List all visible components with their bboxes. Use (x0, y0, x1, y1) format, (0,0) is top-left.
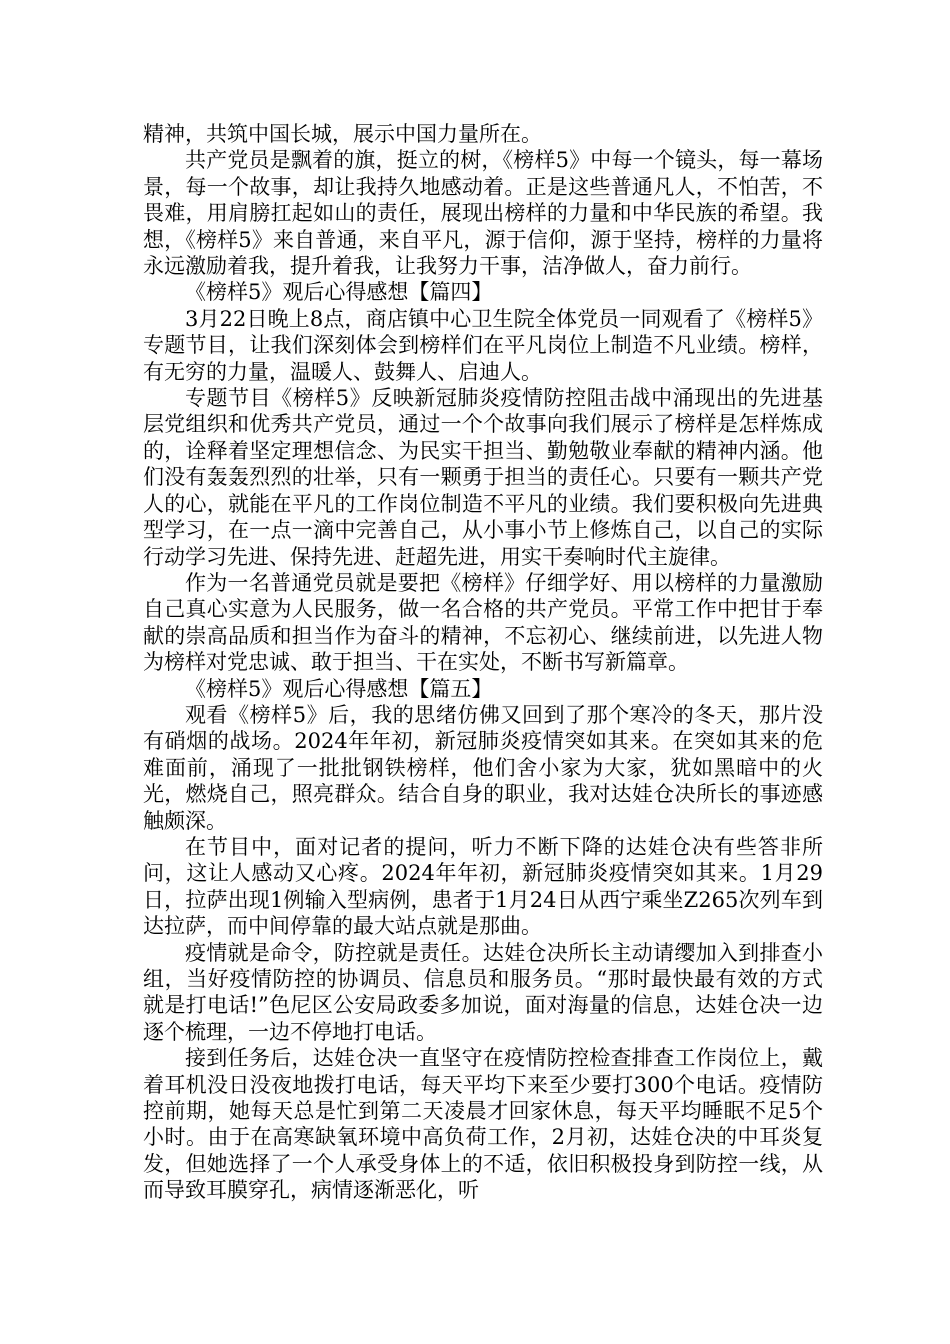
paragraph: 共产党员是飘着的旗，挺立的树，《榜样5》中每一个镜头，每一幕场景，每一个故事，却让我持久地感动着。正是这些普通凡人，不怕苦，不畏难，用肩膀扛起如山的责任，展现出榜样的力量和中华民族的希望。我想，《榜样5》来自普通，来自平凡，源于信仰，源于坚持，榜样的力量将永远激励着我，提升着我，让我努力干事，洁净做人，奋力前行。 (143, 148, 823, 279)
paragraph: 3月22日晚上8点，商店镇中心卫生院全体党员一同观看了《榜样5》专题节目，让我们深刻体会到榜样们在平凡岗位上制造不凡业绩。榜样，有无穷的力量，温暖人、鼓舞人、启迪人。 (143, 306, 823, 384)
paragraph: 专题节目《榜样5》反映新冠肺炎疫情防控阻击战中涌现出的先进基层党组织和优秀共产党员，通过一个个故事向我们展示了榜样是怎样炼成的，诠释着坚定理想信念、为民实干担当、勤勉敬业奉献的精神内涵。他们没有轰轰烈烈的壮举，只有一颗勇于担当的责任心。只要有一颗共产党人的心，就能在平凡的工作岗位制造不平凡的业绩。我们要积极向先进典型学习，在一点一滴中完善自己，从小事小节上修炼自己，以自己的实际行动学习先进、保持先进、赶超先进，用实干奏响时代主旋律。 (143, 386, 823, 569)
document-body (143, 121, 823, 1204)
section-heading-5: 《榜样5》观后心得感想【篇五】 (185, 676, 493, 701)
paragraph: 观看《榜样5》后，我的思绪仿佛又回到了那个寒冷的冬天，那片没有硝烟的战场。2024年年初，新冠肺炎疫情突如其来。在突如其来的危难面前，涌现了一批批钢铁榜样，他们舍小家为大家，犹如黑暗中的火光，燃烧自己，照亮群众。结合自身的职业，我对达娃仓决所长的事迹感触颇深。 (143, 702, 823, 833)
section-heading-4: 《榜样5》观后心得感想【篇四】 (185, 280, 493, 305)
paragraph: 作为一名普通党员就是要把《榜样》仔细学好、用以榜样的力量激励自己真心实意为人民服务，做一名合格的共产党员。平常工作中把甘于奉献的崇高品质和担当作为奋斗的精神，不忘初心、继续前进，以先进人物为榜样对党忠诚、敢于担当、干在实处，不断书写新篇章。 (143, 570, 823, 675)
paragraph: 接到任务后，达娃仓决一直坚守在疫情防控检查排查工作岗位上，戴着耳机没日没夜地拨打电话，每天平均下来至少要打300个电话。疫情防控前期，她每天总是忙到第二天凌晨才回家休息，每天平均睡眠不足5个小时。由于在高寒缺氧环境中高负荷工作，2月初，达娃仓决的中耳炎复发，但她选择了一个人承受身体上的不适，依旧积极投身到防控一线，从而导致耳膜穿孔，病情逐渐恶化，听 (143, 1046, 823, 1203)
paragraph: 疫情就是命令，防控就是责任。达娃仓决所长主动请缨加入到排查小组，当好疫情防控的协调员、信息员和服务员。“那时最快最有效的方式就是打电话!”色尼区公安局政委多加说，面对海量的信息，达娃仓决一边逐个梳理，一边不停地打电话。 (143, 940, 823, 1044)
paragraph-continued: 精神，共筑中国长城，展示中国力量所在。 (143, 122, 542, 146)
paragraph: 在节目中，面对记者的提问，听力不断下降的达娃仓决有些答非所问，这让人感动又心疼。2024年年初，新冠肺炎疫情突如其来。1月29日，拉萨出现1例输入型病例，患者于1月24日从西宁乘坐Z265次列车到达拉萨，而中间停靠的最大站点就是那曲。 (143, 834, 823, 939)
